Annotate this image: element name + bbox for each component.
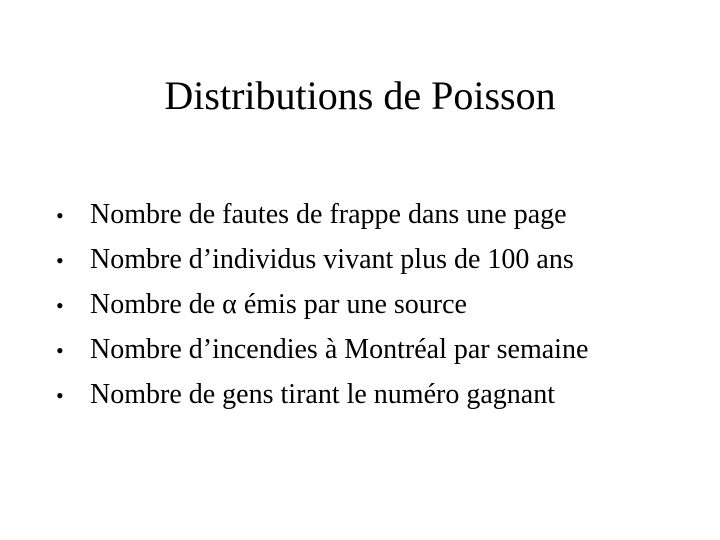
list-item (56, 192, 696, 237)
list-item (56, 372, 696, 417)
bullet-list (56, 192, 696, 417)
list-item-text: Nombre d’incendies à Montréal par semaine (90, 334, 589, 365)
list-item (56, 327, 696, 372)
bullet-icon: • (56, 203, 64, 228)
list-item-text: Nombre de fautes de frappe dans une page (90, 199, 567, 230)
list-item-text: Nombre de α émis par une source (90, 289, 467, 320)
bullet-icon: • (56, 383, 64, 408)
bullet-icon: • (56, 248, 64, 273)
bullet-icon: • (56, 338, 64, 363)
list-item (56, 282, 696, 327)
slide-title: Distributions de Poisson (164, 73, 556, 118)
bullet-icon: • (56, 293, 64, 318)
list-item (56, 237, 696, 282)
list-item-text: Nombre d’individus vivant plus de 100 ans (90, 244, 574, 275)
list-item-text: Nombre de gens tirant le numéro gagnant (90, 379, 555, 410)
